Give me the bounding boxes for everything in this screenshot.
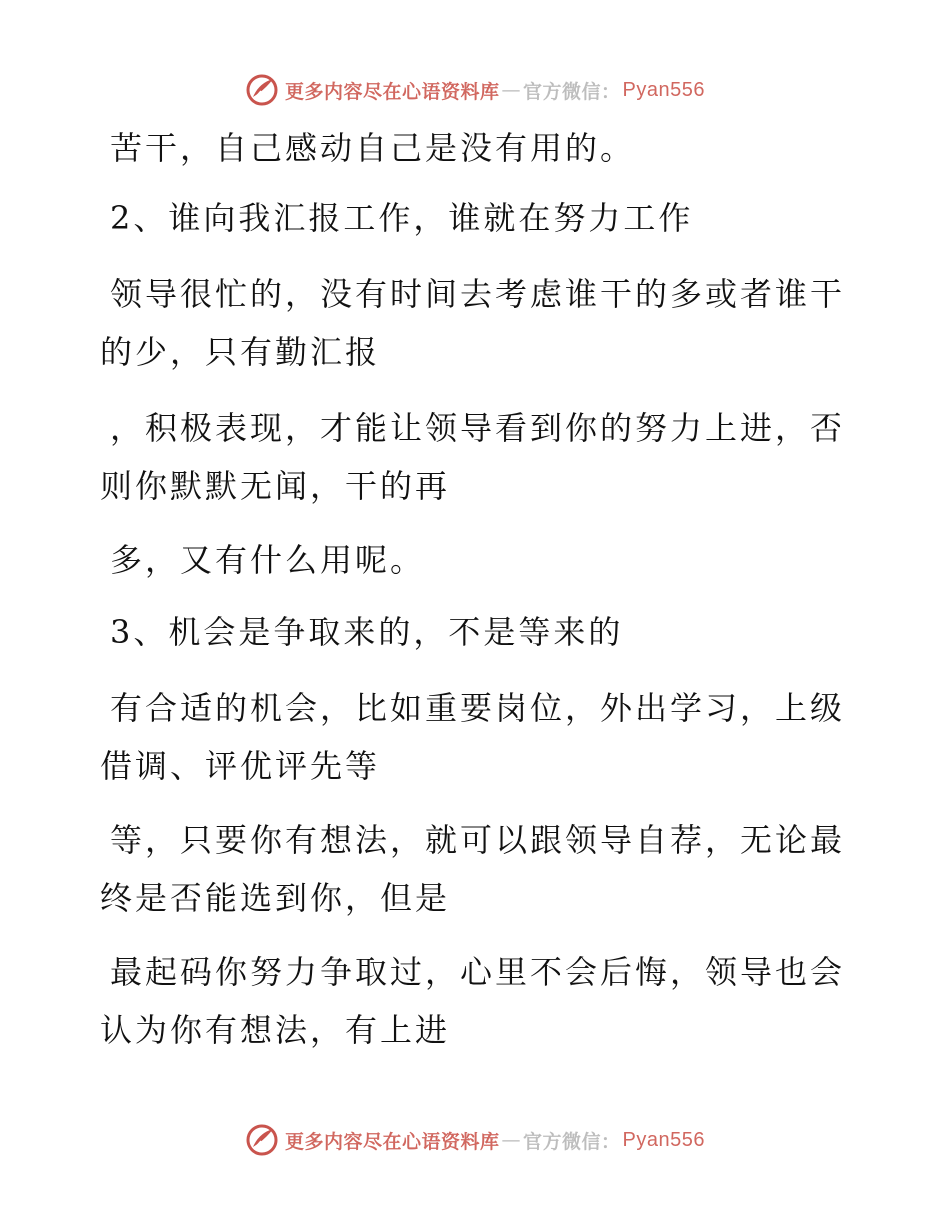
header-banner [0, 70, 950, 110]
body-line: 多，又有什么用呢。 [110, 541, 426, 579]
banner-wechat-id: Pyan556 [622, 1128, 705, 1151]
banner-wechat-label: 官方微信： [523, 80, 621, 103]
body-line: 的少，只有勤汇报 [100, 333, 381, 371]
body-line: 最起码你努力争取过，心里不会后悔，领导也会 [110, 953, 846, 991]
quill-pen-logo-icon [245, 73, 279, 107]
body-line: 等，只要你有想法，就可以跟领导自荐，无论最 [110, 821, 846, 859]
section-heading: 3、机会是争取来的，不是等来的 [110, 613, 624, 651]
banner-wechat-id: Pyan556 [622, 78, 705, 101]
banner-main-text: 更多内容尽在心语资料库 [285, 1130, 500, 1153]
body-line: 终是否能选到你，但是 [100, 879, 451, 917]
body-line: ，积极表现，才能让领导看到你的努力上进，否 [110, 409, 846, 447]
body-line: 认为你有想法，有上进 [100, 1011, 451, 1049]
body-line: 领导很忙的，没有时间去考虑谁干的多或者谁干 [110, 275, 846, 313]
body-line: 苦干，自己感动自己是没有用的。 [110, 129, 636, 167]
section-heading: 2、谁向我汇报工作，谁就在努力工作 [110, 199, 694, 237]
banner-separator: — [501, 1129, 522, 1151]
body-line: 借调、评优评先等 [100, 747, 381, 785]
banner-text [285, 77, 705, 104]
banner-text [285, 1127, 705, 1154]
banner-separator: — [501, 79, 522, 101]
quill-pen-logo-icon [245, 1123, 279, 1157]
body-line: 有合适的机会，比如重要岗位，外出学习，上级 [110, 689, 846, 727]
body-line: 则你默默无闻，干的再 [100, 467, 451, 505]
footer-banner [0, 1120, 950, 1160]
banner-wechat-label: 官方微信： [523, 1130, 621, 1153]
banner-main-text: 更多内容尽在心语资料库 [285, 80, 500, 103]
